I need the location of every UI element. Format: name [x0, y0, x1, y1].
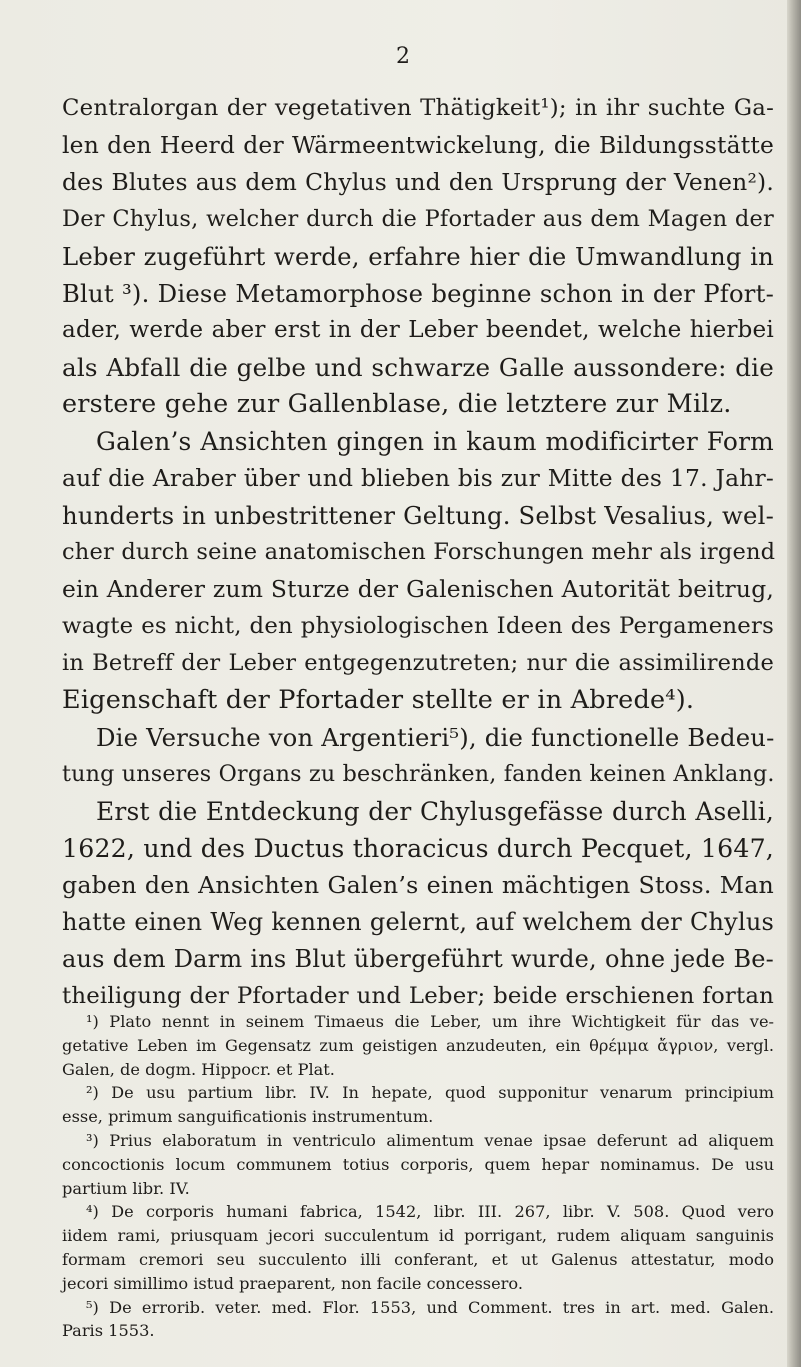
page-number: 2: [396, 44, 410, 69]
body-line: des Blutes aus dem Chylus und den Ursprung der Venen²).: [62, 168, 774, 196]
footnote-line: iidem rami, priusquam jecori succulentum id porrigant, rudem aliquam sanguinis: [62, 1226, 774, 1246]
body-text: [62, 90, 774, 1015]
body-line: Erst die Entdeckung der Chylusgefässe durch Aselli,: [96, 797, 774, 826]
footnote-line: concoctionis locum communem totius corporis, quem hepar nominamus. De usu: [62, 1154, 774, 1174]
page-edge-shadow: [787, 0, 801, 1367]
body-line: theiligung der Pfortader und Leber; beide erschienen fortan: [62, 983, 774, 1009]
body-line: gaben den Ansichten Galen’s einen mächtigen Stoss. Man: [62, 871, 774, 899]
body-line: Der Chylus, welcher durch die Pfortader aus dem Magen der: [62, 206, 774, 232]
footnote-line: formam cremori seu succulento illi conferant, et ut Galenus attestatur, modo: [62, 1249, 774, 1269]
body-line: len den Heerd der Wärmeentwickelung, die Bildungsstätte: [62, 131, 774, 159]
body-line: erstere gehe zur Gallenblase, die letztere zur Milz.: [62, 389, 732, 419]
footnote-line: jecori simillimo istud praeparent, non facile concessero.: [62, 1273, 524, 1293]
body-line: cher durch seine anatomischen Forschungen mehr als irgend: [62, 539, 776, 565]
footnote-line: Galen, de dogm. Hippocr. et Plat.: [62, 1059, 335, 1079]
footnote-line: esse, primum sanguificationis instrumentum.: [62, 1107, 434, 1127]
body-line: Centralorgan der vegetativen Thätigkeit¹); in ihr suchte Ga-: [62, 95, 774, 121]
body-line: Galen’s Ansichten gingen in kaum modificirter Form: [96, 427, 774, 456]
footnote-line: Paris 1553.: [62, 1321, 155, 1341]
footnote-line: ⁴) De corporis humani fabrica, 1542, libr. III. 267, libr. V. 508. Quod vero: [86, 1202, 774, 1222]
body-line: wagte es nicht, den physiologischen Ideen des Pergameners: [62, 613, 774, 639]
body-line: hatte einen Weg kennen gelernt, auf welchem der Chylus: [62, 908, 774, 936]
body-line: Blut ³). Diese Metamorphose beginne schon in der Pfort-: [62, 279, 774, 308]
footnote-line: ²) De usu partium libr. IV. In hepate, quod supponitur venarum principium: [86, 1083, 774, 1103]
footnotes: [62, 1010, 774, 1343]
body-line: Leber zugeführt werde, erfahre hier die Umwandlung in: [62, 242, 774, 271]
footnote-line: getative Leben im Gegensatz zum geistigen anzudeuten, ein θρέμμα ἄγριον, vergl.: [62, 1035, 774, 1055]
body-line: auf die Araber über und blieben bis zur Mitte des 17. Jahr-: [62, 464, 774, 492]
footnote-line: partium libr. IV.: [62, 1178, 190, 1198]
body-line: 1622, und des Ductus thoracicus durch Pecquet, 1647,: [62, 834, 774, 863]
footnote-line: ⁵) De errorib. veter. med. Flor. 1553, und Comment. tres in art. med. Galen.: [86, 1297, 774, 1317]
body-line: tung unseres Organs zu beschränken, fanden keinen Anklang.: [62, 761, 775, 787]
body-line: in Betreff der Leber entgegenzutreten; nur die assimilirende: [62, 650, 774, 676]
body-line: Eigenschaft der Pfortader stellte er in Abrede⁴).: [62, 685, 695, 715]
footnote-line: ³) Prius elaboratum in ventriculo alimentum venae ipsae deferunt ad aliquem: [86, 1130, 774, 1150]
body-line: aus dem Darm ins Blut übergeführt wurde, ohne jede Be-: [62, 945, 774, 973]
body-line: als Abfall die gelbe und schwarze Galle aussondere: die: [62, 353, 774, 382]
body-line: ein Anderer zum Sturze der Galenischen Autorität beitrug,: [62, 575, 774, 603]
body-line: hunderts in unbestrittener Geltung. Selbst Vesalius, wel-: [62, 501, 774, 530]
footnote-line: ¹) Plato nennt in seinem Timaeus die Leber, um ihre Wichtigkeit für das ve-: [86, 1012, 774, 1031]
body-line: ader, werde aber erst in der Leber beendet, welche hierbei: [62, 317, 774, 343]
body-line: Die Versuche von Argentieri⁵), die functionelle Bedeu-: [96, 723, 775, 752]
